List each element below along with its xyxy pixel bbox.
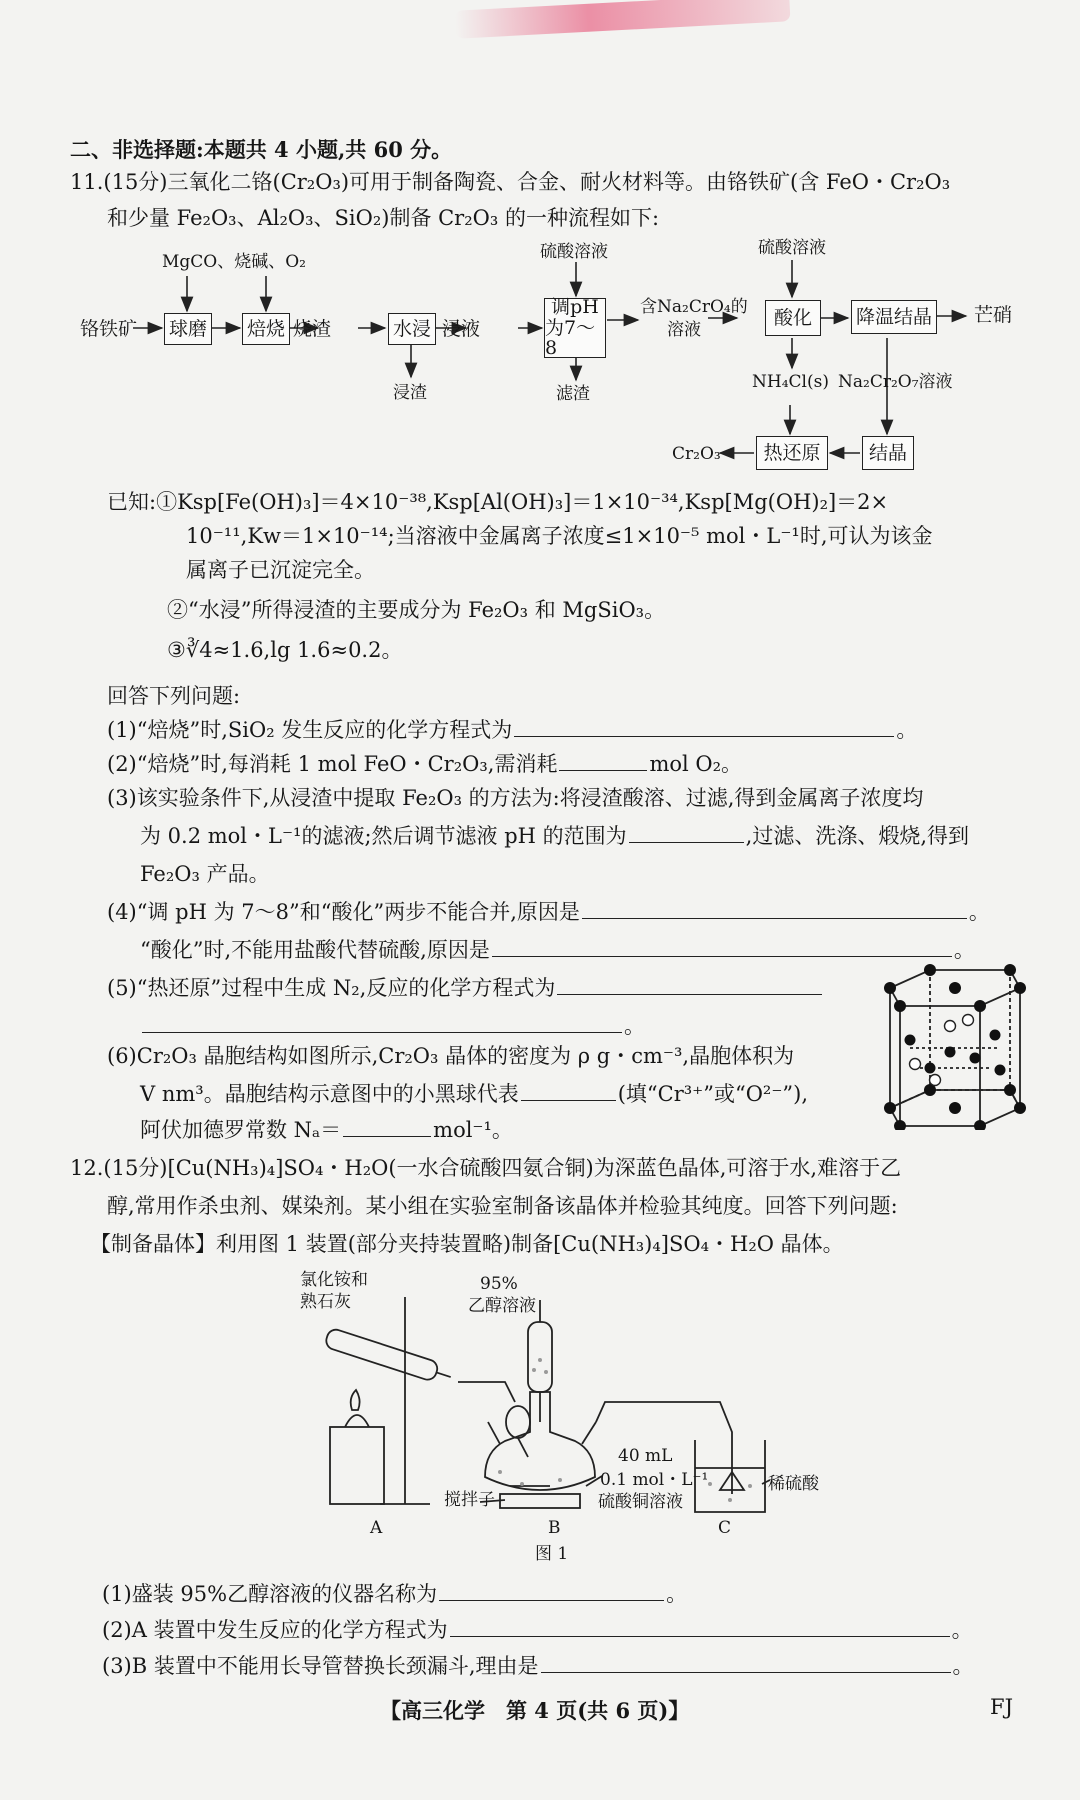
- q11-part-4b: [140, 936, 975, 964]
- q12-part-3-answer-blank[interactable]: [541, 1652, 951, 1673]
- q12-part-1: [102, 1580, 687, 1608]
- start-material: 铬铁矿: [80, 318, 138, 340]
- q11-intro-line-1: 11.(15分)三氧化二铬(Cr₂O₃)可用于制备陶瓷、合金、耐火材料等。由铬铁矿(含 FeO・Cr₂O₃: [70, 170, 951, 194]
- reagent-label-1: MgCO、烧碱、O₂: [162, 252, 306, 272]
- q11-part-6-avogadro-blank[interactable]: [343, 1116, 431, 1137]
- answer-prompt: 回答下列问题:: [107, 684, 241, 708]
- label-ethanol-percent: 95%: [480, 1274, 518, 1294]
- end-product-mirabilite: 芒硝: [974, 304, 1013, 326]
- q11-part-3-cont: [140, 822, 969, 850]
- box-acidification: 酸化: [765, 300, 821, 336]
- q11-part-2-unit: mol O₂。: [649, 752, 743, 776]
- known-condition-1: 已知:①Ksp[Fe(OH)₃]＝4×10⁻³⁸,Ksp[Al(OH)₃]＝1×10⁻³⁴,Ksp[Mg(OH)₂]＝2×: [107, 490, 889, 514]
- dichromate-solution: Na₂Cr₂O₇溶液: [838, 372, 953, 392]
- q12-part-2: [102, 1616, 973, 1644]
- q11-part-6-text: V nm³。晶胞结构示意图中的小黑球代表: [140, 1082, 519, 1106]
- q12-part-2-answer-blank[interactable]: [450, 1616, 950, 1637]
- q11-part-3-tail: ,过滤、洗涤、煅烧,得到: [745, 824, 970, 848]
- label-ammonium-chloride: 氯化铵和: [300, 1270, 368, 1290]
- q11-part-4b-period: 。: [953, 938, 975, 962]
- final-product-cr2o3: Cr₂O₃: [672, 444, 721, 464]
- q11-part-1-text: (1)“焙烧”时,SiO₂ 发生反应的化学方程式为: [107, 718, 513, 742]
- q11-part-4-text: (4)“调 pH 为 7～8”和“酸化”两步不能合并,原因是: [107, 900, 580, 924]
- q12-intro-line-1: 12.(15分)[Cu(NH₃)₄]SO₄・H₂O(一水合硫酸四氨合铜)为深蓝色晶体,可溶于水,难溶于乙: [70, 1156, 902, 1180]
- q11-part-6-hint: (填“Cr³⁺”或“O²⁻”),: [617, 1082, 809, 1106]
- label-volume: 40 mL: [618, 1446, 673, 1466]
- label-ethanol-solution: 乙醇溶液: [468, 1296, 536, 1316]
- box-adjust-ph-line-1: 调pH: [551, 295, 599, 318]
- q11-part-3: (3)该实验条件下,从浸渣中提取 Fe₂O₃ 的方法为:将浸渣酸溶、过滤,得到金属离子浓度均: [107, 786, 924, 810]
- section-header: 二、非选择题:本题共 4 小题,共 60 分。: [70, 137, 453, 162]
- footer-code: FJ: [990, 1695, 1013, 1719]
- q12-part-1-period: 。: [666, 1582, 688, 1606]
- reagent-nh4cl: NH₄Cl(s): [752, 372, 829, 392]
- chromate-solution-line-1: 含Na₂CrO₄的: [640, 297, 748, 317]
- q11-part-6-end: [140, 1116, 513, 1144]
- box-thermal-reduction: 热还原: [756, 436, 828, 470]
- q11-part-6-avogadro-text: 阿伏加德罗常数 Nₐ＝: [140, 1118, 342, 1142]
- q11-part-5-text: (5)“热还原”过程中生成 N₂,反应的化学方程式为: [107, 976, 556, 1000]
- q11-part-2-text: (2)“焙烧”时,每消耗 1 mol FeO・Cr₂O₃,需消耗: [107, 752, 558, 776]
- apparatus-tag-b: B: [548, 1518, 561, 1538]
- box-cool-crystallize: 降温结晶: [851, 300, 937, 334]
- q12-part-2-period: 。: [951, 1618, 973, 1642]
- q12-part-3: [102, 1652, 974, 1680]
- intermediate-leachate: 浸液: [442, 318, 481, 340]
- page-footer: 【高三化学 第 4 页(共 6 页)】: [380, 1698, 690, 1723]
- residue-filter: 滤渣: [556, 384, 590, 404]
- q11-part-6-ion-blank[interactable]: [521, 1080, 616, 1101]
- box-crystallization: 结晶: [862, 436, 914, 470]
- known-condition-3: ③∛4≈1.6,lg 1.6≈0.2。: [167, 638, 403, 662]
- q11-part-1-period: 。: [896, 718, 918, 742]
- apparatus-tag-c: C: [718, 1518, 732, 1538]
- apparatus-drawing: [300, 1262, 860, 1537]
- q11-part-1: [107, 716, 917, 744]
- q11-part-4b-answer-blank[interactable]: [492, 936, 952, 957]
- q12-part-2-text: (2)A 装置中发生反应的化学方程式为: [102, 1618, 448, 1642]
- q11-part-1-answer-blank[interactable]: [514, 716, 894, 737]
- figure-caption: 图 1: [535, 1544, 569, 1564]
- q11-part-5-period: 。: [624, 1014, 645, 1038]
- apparatus-tag-a: A: [370, 1518, 383, 1538]
- q12-intro-line-2: 醇,常用作杀虫剂、媒染剂。某小组在实验室制备该晶体并检验其纯度。回答下列问题:: [107, 1194, 898, 1218]
- q11-part-4: [107, 898, 990, 926]
- box-water-leaching: 水浸: [388, 313, 436, 345]
- q12-part-3-text: (3)B 装置中不能用长导管替换长颈漏斗,理由是: [102, 1654, 539, 1678]
- q11-part-6-unit: mol⁻¹。: [433, 1118, 513, 1142]
- q11-part-5-answer-blank[interactable]: [557, 974, 822, 995]
- known-condition-1-cont: 10⁻¹¹,Kw＝1×10⁻¹⁴;当溶液中金属离子浓度≤1×10⁻⁵ mol・L⁻¹时,可认为该金: [186, 524, 933, 548]
- box-adjust-ph: [544, 295, 606, 360]
- reagent-label-3: 硫酸溶液: [758, 238, 826, 258]
- intermediate-slag: 烧渣: [293, 318, 332, 340]
- label-copper-sulfate: 硫酸铜溶液: [598, 1492, 683, 1512]
- label-dilute-sulfuric-acid: 稀硫酸: [768, 1474, 819, 1494]
- q11-part-5-answer-blank-2[interactable]: [142, 1012, 622, 1033]
- label-stir-bar: 搅拌子: [444, 1490, 495, 1510]
- known-condition-2: ②“水浸”所得浸渣的主要成分为 Fe₂O₃ 和 MgSiO₃。: [167, 598, 666, 622]
- box-adjust-ph-line-2: 为7～8: [545, 316, 596, 360]
- q11-intro-line-2: 和少量 Fe₂O₃、Al₂O₃、SiO₂)制备 Cr₂O₃ 的一种流程如下:: [107, 206, 660, 230]
- residue-leach: 浸渣: [393, 383, 427, 403]
- q11-part-3-end: Fe₂O₃ 产品。: [140, 862, 270, 886]
- q12-part-1-text: (1)盛装 95%乙醇溶液的仪器名称为: [102, 1582, 438, 1606]
- q11-part-5-cont: [140, 1012, 645, 1040]
- q12-part-1-answer-blank[interactable]: [439, 1580, 664, 1601]
- chromate-solution-line-2: 溶液: [667, 320, 701, 340]
- crystal-cell-diagram: [870, 960, 1030, 1130]
- known-condition-1-end: 属离子已沉淀完全。: [186, 558, 375, 582]
- q11-part-3-answer-blank[interactable]: [629, 822, 744, 843]
- reagent-label-2: 硫酸溶液: [540, 242, 608, 262]
- q12-intro-line-3: 【制备晶体】利用图 1 装置(部分夹持装置略)制备[Cu(NH₃)₄]SO₄・H₂O 晶体。: [90, 1232, 844, 1256]
- q11-part-2: [107, 750, 742, 778]
- q12-part-3-period: 。: [952, 1654, 974, 1678]
- q11-part-5: [107, 974, 824, 1002]
- box-roasting: 焙烧: [242, 313, 290, 345]
- q11-part-3-text: 为 0.2 mol・L⁻¹的滤液;然后调节滤液 pH 的范围为: [140, 824, 627, 848]
- label-concentration: 0.1 mol・L⁻¹: [600, 1470, 709, 1490]
- q11-part-6-cont: [140, 1080, 808, 1108]
- box-ball-milling: 球磨: [164, 313, 212, 345]
- q11-part-4-answer-blank[interactable]: [582, 898, 967, 919]
- q11-part-2-answer-blank[interactable]: [559, 750, 647, 771]
- q11-part-4b-text: “酸化”时,不能用盐酸代替硫酸,原因是: [140, 938, 490, 962]
- q11-part-4-period: 。: [968, 900, 990, 924]
- label-slaked-lime: 熟石灰: [300, 1292, 351, 1312]
- q11-part-6: (6)Cr₂O₃ 晶胞结构如图所示,Cr₂O₃ 晶体的密度为 ρ g・cm⁻³,晶胞体积为: [107, 1044, 795, 1068]
